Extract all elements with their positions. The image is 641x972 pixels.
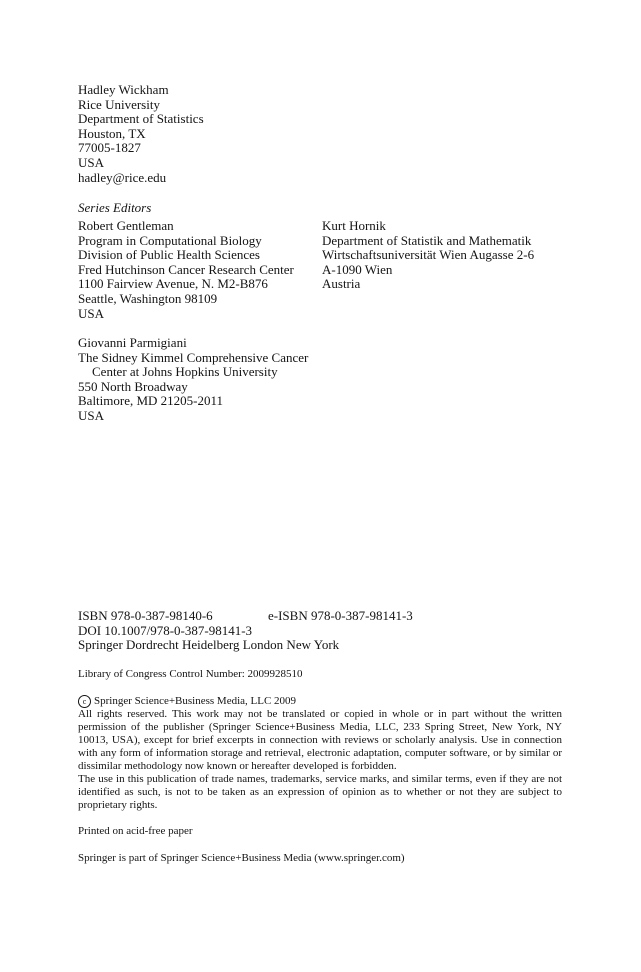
editor-hornik-block: [322, 219, 534, 292]
author-zip: 77005-1827: [78, 140, 141, 156]
trademark-text: The use in this publication of trade names, trademarks, service marks, and similar terms, even if they are not identified as such, is not to be taken as an expression of opinion as to whether or not they are subject to proprietary rights.: [78, 773, 562, 811]
editor-gentleman-line: Seattle, Washington 98109: [78, 290, 218, 306]
author-institution: Rice University: [78, 96, 160, 112]
editor-hornik-name: Kurt Hornik: [322, 218, 386, 233]
editor-gentleman-name: Robert Gentleman: [78, 218, 174, 233]
editor-gentleman-line: Division of Public Health Sciences: [78, 247, 260, 263]
series-editors-heading: Series Editors: [78, 200, 152, 215]
editor-gentleman-line: USA: [78, 305, 105, 321]
author-address-block: [78, 83, 204, 185]
springer-note: Springer is part of Springer Science+Business Media (www.springer.com): [78, 852, 405, 864]
copyright-line: [78, 695, 562, 708]
editor-hornik-line: Wirtschaftsuniversität Wien Augasse 2-6: [322, 247, 535, 263]
editor-gentleman-line: Program in Computational Biology: [78, 232, 262, 248]
editor-parmigiani-line: 550 North Broadway: [78, 378, 188, 394]
doi: DOI 10.1007/978-0-387-98141-3: [78, 622, 253, 638]
isbn: ISBN 978-0-387-98140-6: [78, 608, 213, 623]
editor-gentleman-block: [78, 219, 294, 321]
editor-hornik-line: A-1090 Wien: [322, 261, 393, 277]
editor-parmigiani-line: Baltimore, MD 21205-2011: [78, 393, 224, 409]
publication-identifiers: [78, 609, 562, 653]
rights-text: All rights reserved. This work may not be translated or copied in whole or in part without the written permission of the publisher (Springer Science+Business Media, LLC, 233 Spring Street, New York, NY 10013, USA), except for brief excerpts in connection with reviews or scholarly analysis. Use in connection with any form of information storage and retrieval, electronic adaptation, computer software, or by similar or dissimilar methodology now known or hereafter developed is forbidden.: [78, 708, 562, 772]
eisbn: e-ISBN 978-0-387-98141-3: [268, 608, 413, 623]
loc-control-number: Library of Congress Control Number: 2009928510: [78, 668, 303, 680]
editor-parmigiani-line: USA: [78, 407, 105, 423]
editor-hornik-line: Austria: [322, 276, 361, 292]
editor-hornik-line: Department of Statistik and Mathematik: [322, 232, 532, 248]
author-name: Hadley Wickham: [78, 82, 169, 97]
isbn-line: [78, 609, 562, 624]
author-department: Department of Statistics: [78, 111, 204, 127]
copyright-holder: Springer Science+Business Media, LLC 2009: [94, 695, 297, 707]
author-email: hadley@rice.edu: [78, 169, 167, 185]
editor-parmigiani-line: The Sidney Kimmel Comprehensive Cancer: [78, 349, 309, 365]
copyright-block: [78, 695, 562, 812]
paper-note: Printed on acid-free paper: [78, 825, 193, 837]
editor-parmigiani-name: Giovanni Parmigiani: [78, 335, 187, 350]
copyright-icon: c: [78, 695, 91, 708]
publisher-locations: Springer Dordrecht Heidelberg London New York: [78, 637, 340, 653]
editor-parmigiani-line: Center at Johns Hopkins University: [92, 364, 278, 380]
author-country: USA: [78, 154, 105, 170]
author-city: Houston, TX: [78, 125, 146, 141]
editor-parmigiani-block: [78, 336, 308, 424]
editor-gentleman-line: Fred Hutchinson Cancer Research Center: [78, 261, 294, 277]
editor-gentleman-line: 1100 Fairview Avenue, N. M2-B876: [78, 276, 268, 292]
